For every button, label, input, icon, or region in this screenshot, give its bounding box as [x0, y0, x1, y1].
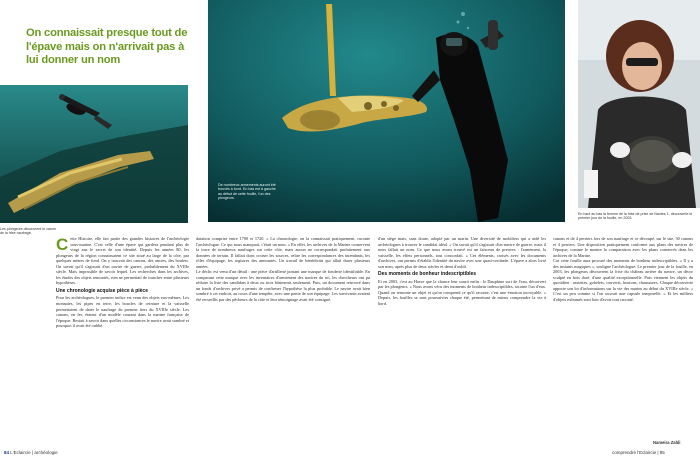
article-headline: On connaissait presque tout de l'épave mais on n'arrivait pas à lui donner un nom — [26, 27, 188, 66]
page-footer-left — [4, 450, 58, 455]
drop-cap: C — [56, 235, 69, 254]
footer-section-label: L'Eclaircie | archéologie — [10, 450, 58, 455]
article-column-4 — [553, 236, 693, 303]
paragraph: ette Histoire, elle fait partie des grandes histoires de l'archéologie sous-marine. C'est celle d'une épave qui gardera pendant plus de vingt ans le secret de son identité. Depuis les années 80, les plongeurs de la région connaissaient ce site situé au large de la côte, par quelques mètres de fond. On y trouvait des canons, des ancres, des boulets. On savait qu'il s'agissait d'un navire de guerre, probablement du XVIIIe siècle. Mais impossible de savoir lequel. Les recherches dans les archives, les études des objets remontés, rien ne permettait de trancher entre plusieurs hypothèses. — [56, 236, 189, 286]
page-number-left: 84 — [4, 450, 10, 455]
paragraph: Le déclic est venu d'un détail : une pièce d'artillerie portant une marque de fonderie identifiable. En comparant cette marque avec les inventaires d'armement des navires du roi, les chercheurs ont pu réduire la liste des candidats à deux ou trois bâtiments seulement. Puis, un document retrouvé dans un fonds d'archives privé a permis de confirmer l'hypothèse la plus probable. Le navire avait bien sombré à cet endroit, au cours d'une tempête, avec une partie de son équipage. Les survivants avaient été recueillis par des pêcheurs de la côte et leur témoignage avait été consigné. — [196, 269, 370, 303]
caption-center-photo: De nombreux armements auront été trouvés à bord. En bas est à gauche au début de cette fouille, l'un des plongeurs. — [218, 183, 276, 201]
paragraph: datation comprise entre 1700 et 1720. « La chronologie, on la connaissait pratiquement, raconte l'archéologue. Ce qui nous manquait, c'était un nom. » En effet, les archives de la Marine conservent la trace de nombreux naufrages sur cette côte, mais aucun ne correspondait parfaitement aux données de terrain. Il fallait donc croiser les sources, relire les correspondances des intendants, les rôles d'équipage, les registres des amirautés. Un travail de bénédictin qui allait durer plusieurs années. — [196, 236, 370, 269]
paragraph: d'un siège mais, sans doute, adopté par un marin. Une diversité de mobiliers qui a aidé les archéologues à trouver le candidat idéal. « On savait qu'il s'agissait d'un navire de guerre, mais il nous fallait un nom. Ce que nous avons trouvé est un faisceau de preuves : l'armement, la vaisselle, les effets personnels, tout concordait. » Ces éléments, croisés avec les documents d'archives, ont permis d'établir l'identité du navire avec une quasi-certitude. L'épave a alors livré son nom, après plus de deux siècles et demi d'oubli. — [378, 236, 546, 269]
lab-scene-right — [578, 0, 700, 208]
paragraph: Pour les archéologues, le premier indice est venu des objets eux-mêmes. Les monnaies, les pipes en terre, les boucles de ceinture et la vaisselle permettaient de dater le naufrage du premier tiers du XVIIIe siècle. Les canons, en fer, étaient d'un modèle courant dans la marine française de l'époque. Restait à savoir dans quelles circonstances le navire avait sombré et pourquoi il avait été oublié. — [56, 295, 189, 329]
underwater-scene-left — [0, 85, 188, 223]
article-author: Nameira Zahli — [653, 440, 681, 445]
photo-diver-wreck — [0, 85, 188, 223]
section-subheading: Une chronologie acquise pièce à pièce — [56, 287, 148, 294]
section-subheading: Des moments de bonheur indescriptibles — [378, 271, 477, 278]
paragraph: canons et de 4 perriers lors de son naufrage et ce découpé, sur le site, 30 canons et 4 perriers. Une disposition pratiquement conforme aux plans des navires de l'époque, comme le montre la comparaison avec les plans conservés dans les archives de la Marine. — [553, 236, 693, 258]
paragraph: Et en 2003, c'est au Havre que la chance leur sourit enfin : le Dauphine sort de l'eau, découvert par les plongeurs. « Nous avons vécu des moments de bonheur indescriptibles, raconte l'un d'eux. Quand on remonte un objet et qu'on comprend ce qu'il raconte, c'est une émotion incroyable. » Depuis, les fouilles se sont poursuivies chaque été, permettant de mieux comprendre la vie à bord. — [378, 278, 546, 307]
caption-right-photo: En haut au bas la femme de la frise de prise de Nantes 1, découverte le premier jour de la fouille, en 2003. — [578, 212, 693, 221]
paragraph: Car cette fouille aura procuré des moments de bonheur indescriptibles. « Il y a des instants magiques », souligne l'archéologue. Le premier jour de la fouille, en 2003, les plongeurs découvrent la frise du château arrière du navire, un décor sculpté en bois doré, d'une qualité exceptionnelle. Puis viennent les objets du quotidien : assiettes, gobelets, couverts, boutons, chaussures. Chaque découverte apporte son lot d'informations sur la vie des marins au début du XVIIIe siècle. « C'est un peu comme si l'on ouvrait une capsule temporelle. » Et les milliers d'objets exhumés sont loin d'avoir tout raconté. — [553, 258, 693, 303]
photo-researcher — [578, 0, 700, 208]
article-column-1 — [56, 236, 189, 329]
article-column-2 — [196, 236, 370, 303]
article-column-3 — [378, 236, 546, 307]
page-footer-right: comprendre l'Eclaircie | 85 — [612, 450, 665, 455]
caption-left-photo: Les plongeurs découvrent le canon de la frise naufragé. — [0, 227, 56, 236]
